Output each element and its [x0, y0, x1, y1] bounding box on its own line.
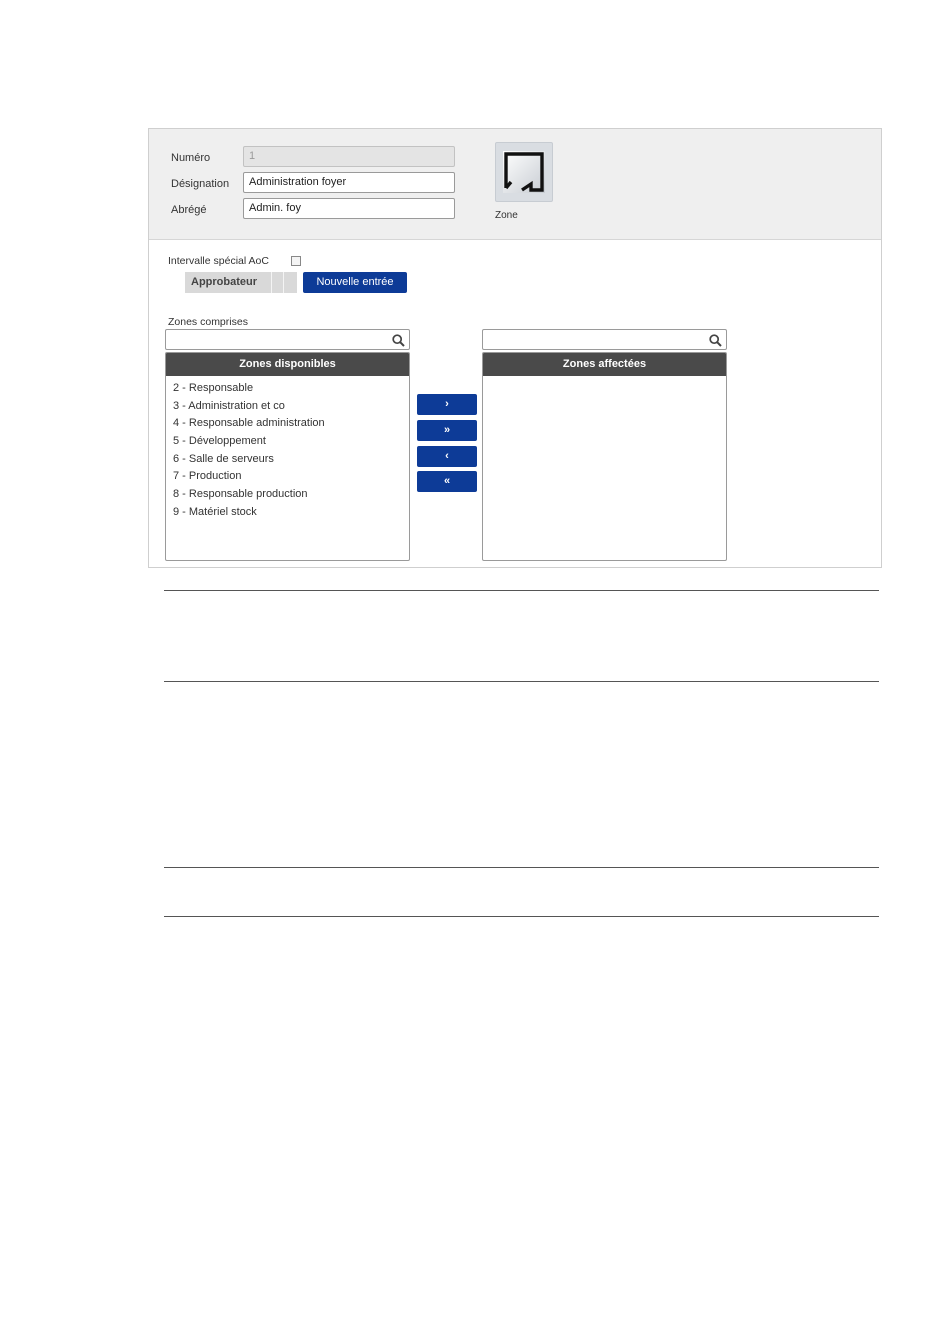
available-zones-header: Zones disponibles — [166, 353, 409, 376]
tab-divider — [271, 272, 272, 293]
zone-form-panel — [148, 128, 882, 568]
zone-list-item[interactable]: 7 - Production — [173, 470, 242, 483]
available-search-input[interactable] — [165, 329, 410, 350]
abrege-field[interactable]: Admin. foy — [243, 198, 455, 219]
assigned-zones-header: Zones affectées — [483, 353, 726, 376]
search-icon — [392, 334, 405, 347]
header-fields-area — [149, 129, 881, 240]
tab-divider — [283, 272, 284, 293]
zone-list-item[interactable]: 4 - Responsable administration — [173, 417, 325, 430]
divider-line — [164, 916, 879, 917]
intervalle-label: Intervalle spécial AoC — [168, 255, 269, 267]
zone-caption: Zone — [495, 210, 518, 221]
new-entry-button[interactable]: Nouvelle entrée — [303, 272, 407, 293]
tab-approbateur[interactable]: Approbateur — [191, 276, 257, 288]
assigned-zones-items — [483, 376, 726, 380]
zones-section-label: Zones comprises — [168, 316, 248, 328]
divider-line — [164, 590, 879, 591]
assigned-search-input[interactable] — [482, 329, 727, 350]
intervalle-checkbox[interactable] — [291, 256, 301, 266]
assigned-zones-list — [482, 352, 727, 561]
designation-field[interactable]: Administration foyer — [243, 172, 455, 193]
move-right-button[interactable]: › — [417, 394, 477, 415]
zone-list-item[interactable]: 5 - Développement — [173, 435, 266, 448]
search-icon — [709, 334, 722, 347]
numero-field: 1 — [243, 146, 455, 167]
move-all-right-button[interactable]: » — [417, 420, 477, 441]
zone-list-item[interactable]: 2 - Responsable — [173, 382, 254, 394]
numero-label: Numéro — [171, 152, 211, 164]
designation-label: Désignation — [171, 178, 230, 190]
available-zones-items — [166, 376, 409, 522]
divider-line — [164, 681, 879, 682]
available-zones-list — [165, 352, 410, 561]
move-left-button[interactable]: ‹ — [417, 446, 477, 467]
move-all-left-button[interactable]: « — [417, 471, 477, 492]
tab-bar — [185, 272, 297, 293]
divider-line — [164, 867, 879, 868]
zone-icon — [500, 148, 548, 196]
abrege-label: Abrégé — [171, 204, 207, 216]
zone-list-item[interactable]: 8 - Responsable production — [173, 488, 308, 501]
zone-list-item[interactable]: 6 - Salle de serveurs — [173, 452, 274, 465]
zone-type-tile[interactable] — [495, 142, 553, 202]
zone-list-item[interactable]: 3 - Administration et co — [173, 399, 285, 412]
zone-list-item[interactable]: 9 - Matériel stock — [173, 505, 257, 518]
